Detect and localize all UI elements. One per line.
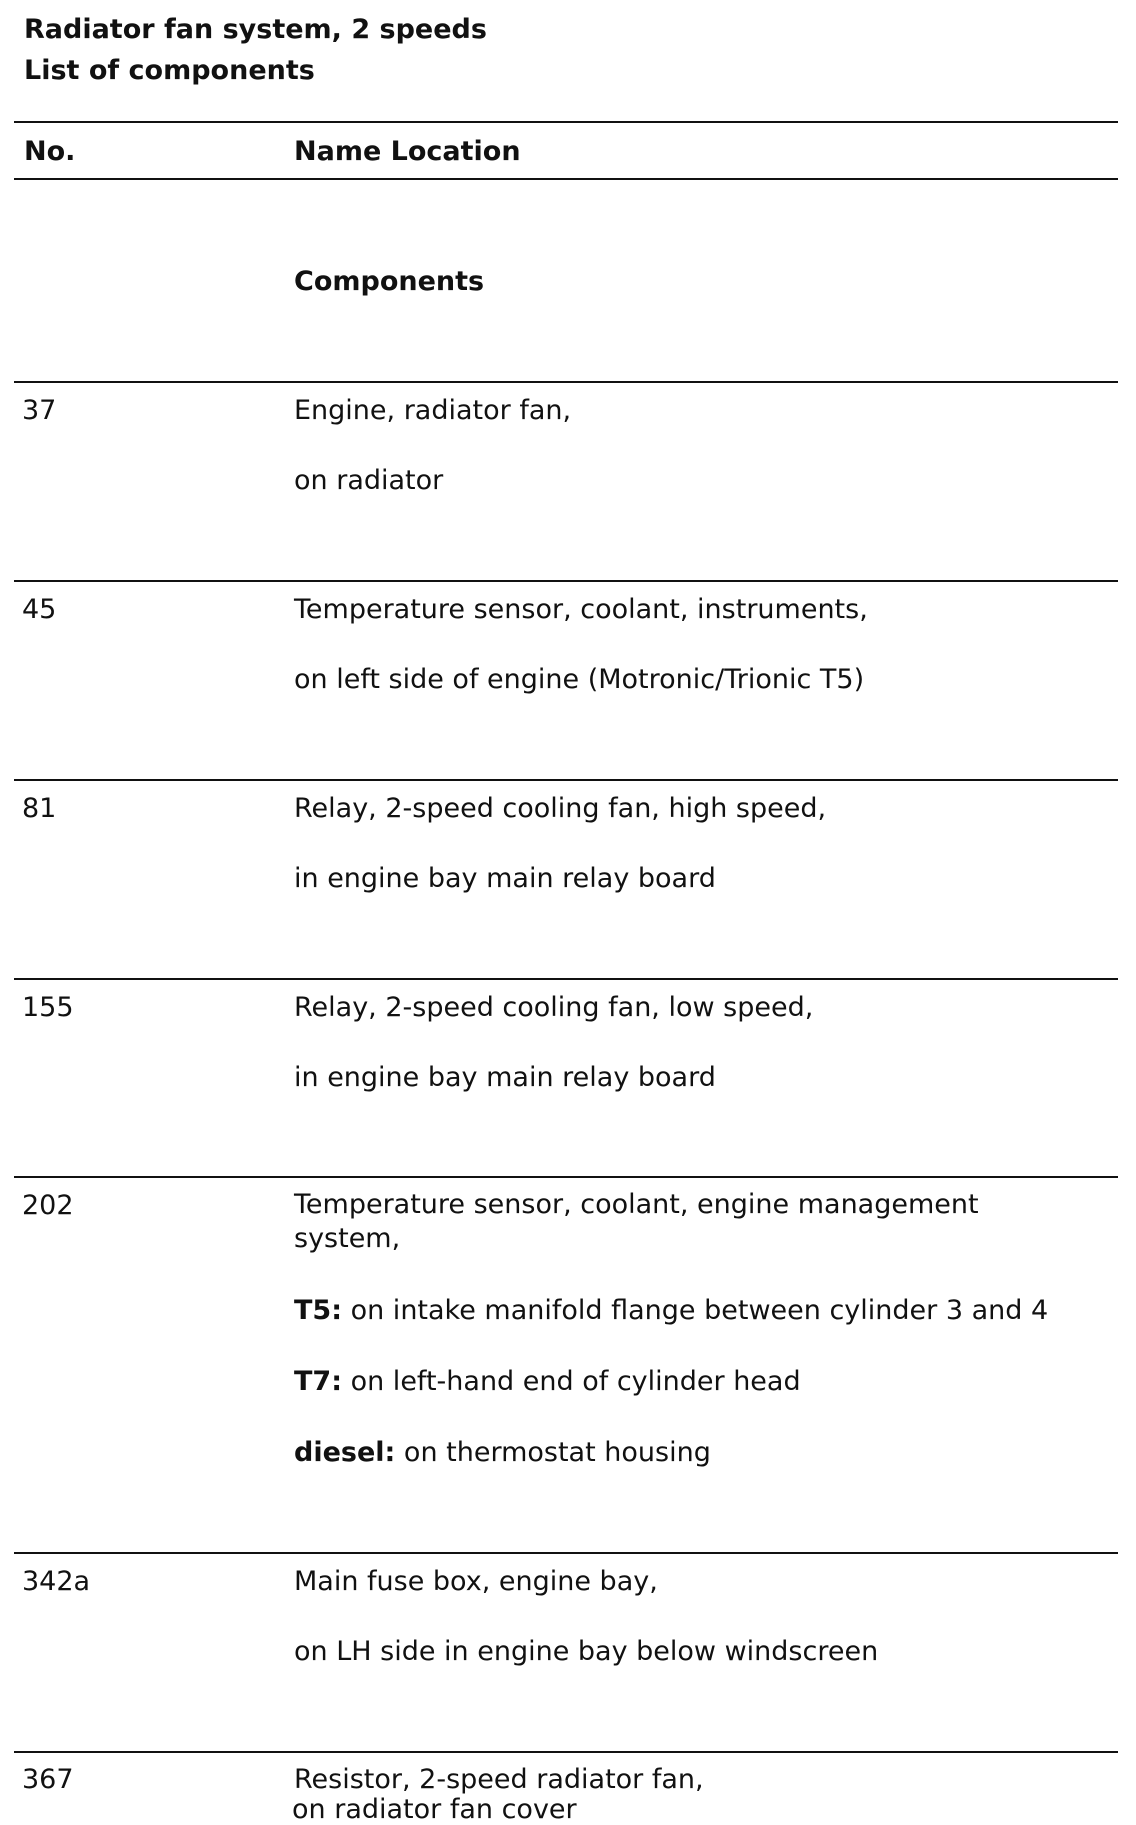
row-divider [14,779,1118,781]
component-location: in engine bay main relay board [294,863,716,894]
title-line-2: List of components [24,55,315,86]
component-number: 202 [22,1190,74,1221]
row-divider [14,580,1118,582]
component-number: 155 [22,992,74,1023]
table-top-rule [14,121,1118,123]
component-name: Relay, 2-speed cooling fan, low speed, [294,992,814,1023]
component-location [294,1439,711,1466]
component-name: Resistor, 2-speed radiator fan, [294,1764,704,1795]
component-name: Main fuse box, engine bay, [294,1566,658,1597]
component-number: 342a [22,1566,91,1597]
component-number: 367 [22,1764,74,1795]
row-divider [14,978,1118,980]
component-location: on radiator fan cover [292,1794,577,1825]
variant-location: on thermostat housing [395,1437,711,1468]
column-header-no: No. [24,136,76,167]
component-location: on LH side in engine bay below windscreen [294,1636,879,1667]
row-divider [14,1176,1118,1178]
row-divider [14,1552,1118,1554]
variant-label: T7: [294,1366,343,1397]
component-location [294,1297,1048,1324]
variant-location: on intake manifold flange between cylinder 3 and 4 [342,1295,1049,1326]
component-number: 81 [22,793,57,824]
component-location: on radiator [294,465,444,496]
title-line-1: Radiator fan system, 2 speeds [24,14,487,45]
component-name: Temperature sensor, coolant, engine management system, [294,1189,979,1254]
variant-location: on left-hand end of cylinder head [342,1366,801,1397]
component-name: Engine, radiator fan, [294,395,572,426]
component-location: in engine bay main relay board [294,1062,716,1093]
component-location: on left side of engine (Motronic/Trionic T5) [294,664,865,695]
component-location [294,1368,801,1395]
component-name: Relay, 2-speed cooling fan, high speed, [294,793,827,824]
header-bottom-rule [14,178,1118,180]
variant-label: T5: [294,1295,343,1326]
component-number: 37 [22,395,57,426]
row-divider [14,1751,1118,1753]
column-header-name-location: Name Location [294,136,521,167]
component-name: Temperature sensor, coolant, instruments, [294,594,868,625]
component-number: 45 [22,594,57,625]
variant-label: diesel: [294,1437,396,1468]
section-label: Components [294,266,485,297]
row-divider [14,381,1118,383]
